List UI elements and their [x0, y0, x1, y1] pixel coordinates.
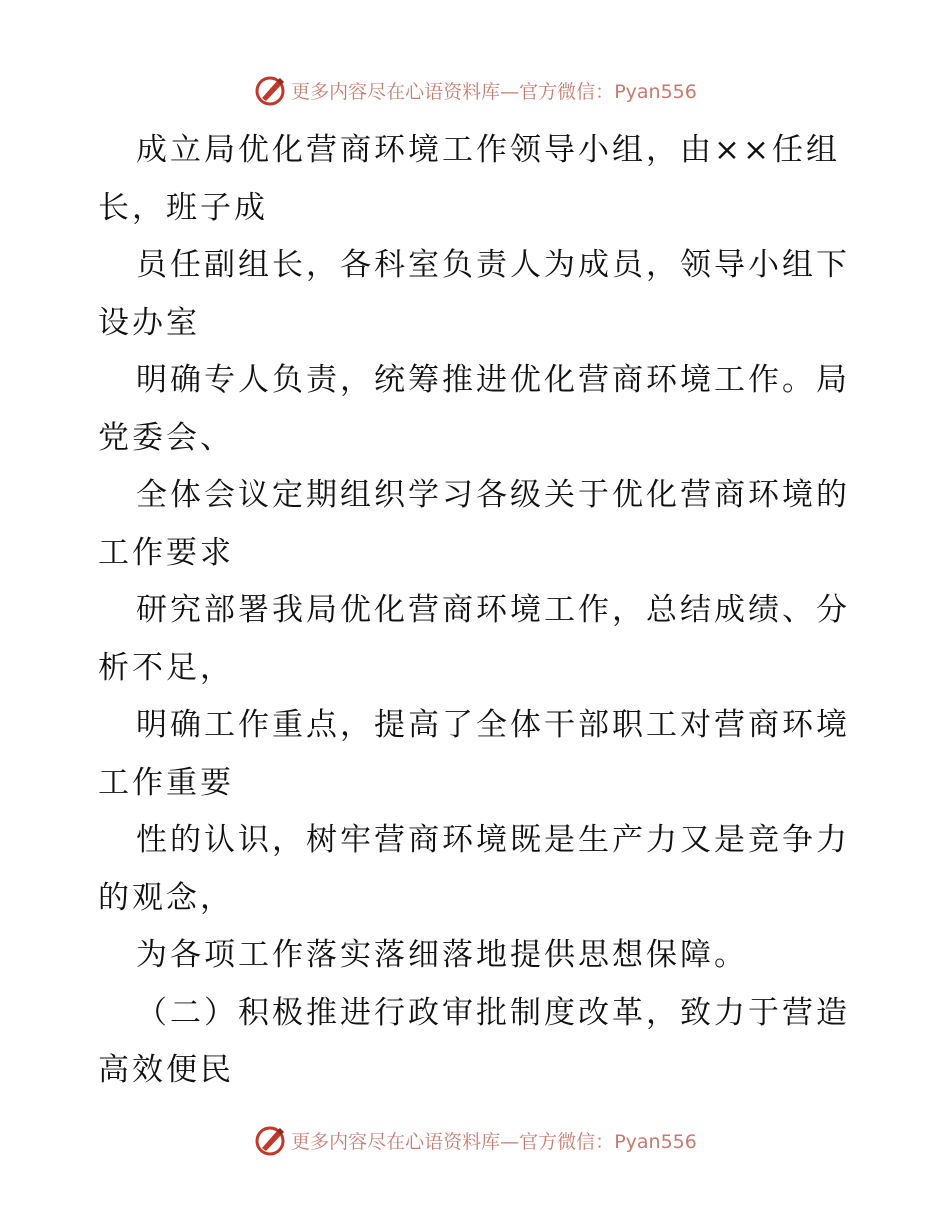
paragraph: 明确工作重点，提高了全体干部职工对营商环境工作重要: [98, 707, 850, 801]
circle-pen-logo-icon: [253, 1123, 287, 1157]
paragraph: （二）积极推进行政审批制度改革，致力于营造高效便民: [98, 994, 850, 1088]
paragraph: 明确专人负责，统筹推进优化营商环境工作。局党委会、: [98, 362, 850, 456]
circle-pen-logo-icon: [253, 73, 287, 107]
footer-watermark: [0, 1120, 950, 1160]
document-body: [98, 122, 858, 1100]
paragraph: 员任副组长，各科室负责人为成员，领导小组下设办室: [98, 247, 850, 341]
paragraph: 成立局优化营商环境工作领导小组，由××任组长，班子成: [98, 132, 840, 226]
paragraph: 全体会议定期组织学习各级关于优化营商环境的工作要求: [98, 477, 850, 571]
watermark-text: 更多内容尽在心语资料库—官方微信：Pyan556: [291, 80, 697, 103]
header-watermark: [0, 70, 950, 110]
watermark-text: 更多内容尽在心语资料库—官方微信：Pyan556: [291, 1130, 697, 1153]
paragraph: 研究部署我局优化营商环境工作，总结成绩、分析不足，: [98, 592, 850, 686]
paragraph: 性的认识，树牢营商环境既是生产力又是竞争力的观念，: [98, 822, 850, 916]
paragraph: 为各项工作落实落细落地提供思想保障。: [136, 937, 748, 973]
